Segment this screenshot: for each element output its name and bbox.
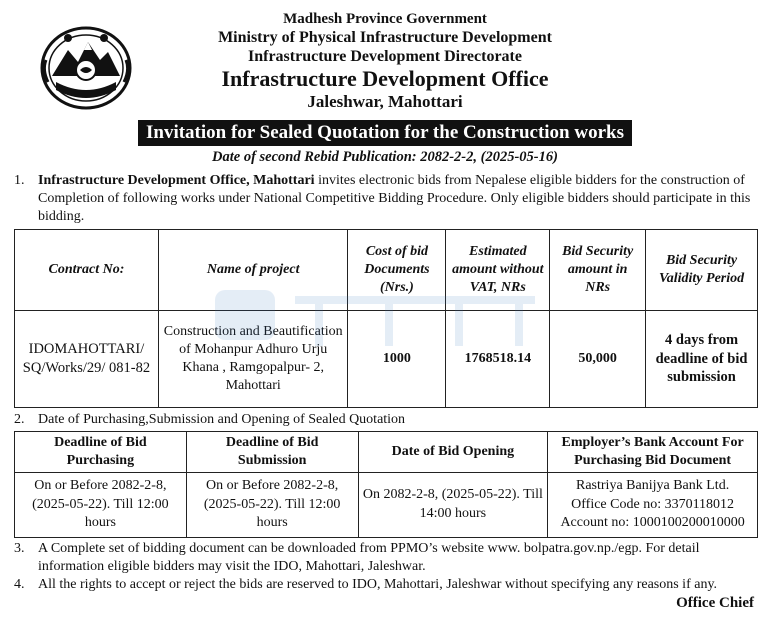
paragraph-1: [14, 172, 759, 225]
account-number: Account no: 1000100200010000: [560, 515, 745, 531]
cell-bid-security: 50,000: [550, 311, 646, 408]
paragraph-2: [14, 411, 759, 429]
table-row: [15, 311, 758, 408]
paragraph-number: 2.: [14, 412, 25, 427]
signature-office-chief: Office Chief: [676, 595, 754, 611]
cell-purchasing-deadline: On or Before 2082-2-8, (2025-05-22). Till 12:00 hours: [15, 473, 187, 538]
cell-submission-deadline: On or Before 2082-2-8, (2025-05-22). Till 12:00 hours: [186, 473, 358, 538]
header-location: Jaleshwar, Mahottari: [307, 91, 463, 111]
paragraph-1-office: Infrastructure Development Office, Mahottari: [38, 173, 315, 188]
col-bid-security: Bid Security amount in NRs: [550, 230, 646, 311]
table-header-row: [15, 230, 758, 311]
col-purchasing-deadline: Deadline of Bid Purchasing: [15, 432, 187, 473]
cell-opening-date: On 2082-2-8, (2025-05-22). Till 14:00 hours: [358, 473, 548, 538]
paragraph-4: [14, 576, 759, 594]
paragraph-number: 1.: [14, 173, 25, 188]
header-directorate: Infrastructure Development Directorate: [248, 48, 522, 66]
cell-doc-cost: 1000: [348, 311, 446, 408]
office-code: Office Code no: 3370118012: [571, 496, 735, 512]
notice-title-banner: Invitation for Sealed Quotation for the Construction works: [138, 120, 632, 146]
schedule-table: [14, 431, 758, 538]
contract-table: [14, 229, 758, 408]
paragraph-1-text: invites electronic bids from Nepalese eligible bidders for the construction of Completion of following works under National Competitive Bidding Procedure. Only eligible bidders should participate in this bidding.: [38, 173, 751, 224]
col-estimated-amount: Estimated amount without VAT, NRs: [446, 230, 550, 311]
col-validity-period: Bid Security Validity Period: [646, 230, 758, 311]
cell-project-name: Construction and Beautification of Mohanpur Adhuro Urju Khana , Ramgopalpur- 2, Mahottari: [158, 311, 348, 408]
paragraph-number: 4.: [14, 577, 25, 592]
bank-name: Rastriya Banijya Bank Ltd.: [576, 477, 730, 493]
col-opening-date: Date of Bid Opening: [358, 432, 548, 473]
paragraph-2-text: Date of Purchasing,Submission and Opening of Sealed Quotation: [38, 412, 406, 427]
header-ministry: Ministry of Physical Infrastructure Development: [218, 29, 552, 46]
cell-contract-no: IDOMAHOTTARI/ SQ/Works/29/ 081-82: [15, 311, 159, 408]
header-province: Madhesh Province Government: [283, 11, 487, 27]
table-row: [15, 473, 758, 538]
table-header-row: [15, 432, 758, 473]
header-office: Infrastructure Development Office: [221, 66, 549, 92]
col-submission-deadline: Deadline of Bid Submission: [186, 432, 358, 473]
col-project-name: Name of project: [158, 230, 348, 311]
paragraph-3: [14, 540, 759, 576]
cell-estimated-amount: 1768518.14: [446, 311, 550, 408]
office-header: [0, 10, 770, 112]
cell-validity-period: 4 days from deadline of bid submission: [646, 311, 758, 408]
publication-date: Date of second Rebid Publication: 2082-2-2, (2025-05-16): [212, 149, 558, 165]
cell-bank-account: [548, 473, 758, 538]
col-doc-cost: Cost of bid Documents (Nrs.): [348, 230, 446, 311]
col-bank-account: Employer’s Bank Account For Purchasing Bid Document: [548, 432, 758, 473]
paragraph-number: 3.: [14, 541, 25, 556]
paragraph-4-text: All the rights to accept or reject the bids are reserved to IDO, Mahottari, Jaleshwar without specifying any reasons if any.: [38, 577, 718, 592]
col-contract-no: Contract No:: [15, 230, 159, 311]
paragraph-3-text: A Complete set of bidding document can be downloaded from PPMO’s website www. bolpatra.gov.np./egp. For detail information eligible bidders may visit the IDO, Mahottari, Jaleshwar.: [38, 541, 700, 574]
